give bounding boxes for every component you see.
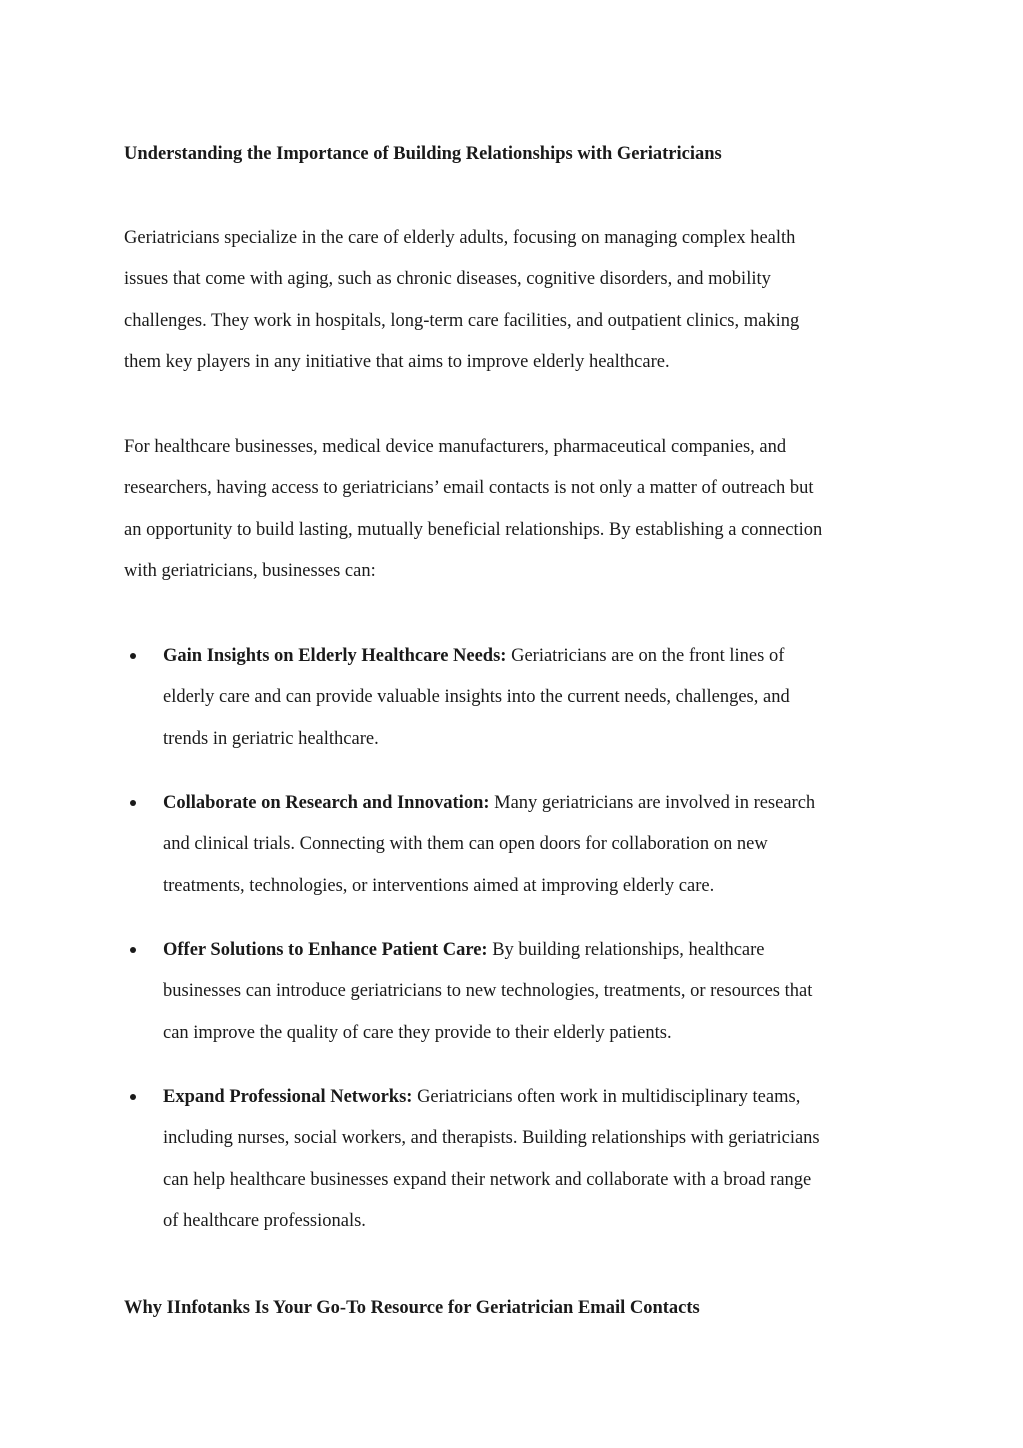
bullet-dot-icon	[130, 947, 136, 953]
bullet-first-line-text: Geriatricians often work in multidisciplinary teams,	[412, 1087, 801, 1107]
bullet-line: of healthcare professionals.	[163, 1210, 366, 1231]
paragraph-geriatricians-specialize	[124, 218, 799, 383]
section-heading-importance: Understanding the Importance of Building Relationships with Geriatricians	[124, 144, 722, 164]
bullet-first-line-text: Many geriatricians are involved in research	[489, 793, 816, 813]
bullet-line: elderly care and can provide valuable insights into the current needs, challenges, and	[163, 687, 790, 708]
bullet-text	[163, 1077, 820, 1242]
paragraph-line: an opportunity to build lasting, mutually beneficial relationships. By establishing a connection	[124, 519, 823, 540]
paragraph-line: with geriatricians, businesses can:	[124, 560, 376, 581]
bullet-line: businesses can introduce geriatricians to new technologies, treatments, or resources that	[163, 981, 813, 1002]
bullet-first-line	[163, 783, 815, 824]
bullet-dot-icon	[130, 1094, 136, 1100]
paragraph-line: challenges. They work in hospitals, long-term care facilities, and outpatient clinics, making	[124, 310, 800, 331]
bullet-title: Gain Insights on Elderly Healthcare Needs:	[163, 646, 507, 666]
bullet-dot-icon	[130, 800, 136, 806]
bullet-line: including nurses, social workers, and therapists. Building relationships with geriatricians	[163, 1128, 820, 1149]
bullet-first-line-text: Geriatricians are on the front lines of	[506, 646, 785, 666]
paragraph-line: issues that come with aging, such as chronic diseases, cognitive disorders, and mobility	[124, 269, 771, 290]
bullet-line: trends in geriatric healthcare.	[163, 728, 379, 749]
bullet-line: can improve the quality of care they provide to their elderly patients.	[163, 1022, 672, 1043]
bullet-dot-icon	[130, 653, 136, 659]
paragraph-line: researchers, having access to geriatricians’ email contacts is not only a matter of outreach but	[124, 478, 814, 499]
bullet-line: and clinical trials. Connecting with them can open doors for collaboration on new	[163, 834, 768, 855]
paragraph-line: For healthcare businesses, medical device manufacturers, pharmaceutical companies, and	[124, 437, 787, 457]
bullet-line: can help healthcare businesses expand their network and collaborate with a broad range	[163, 1169, 812, 1190]
paragraph-line: Geriatricians specialize in the care of elderly adults, focusing on managing complex health	[124, 228, 796, 248]
bullet-line: treatments, technologies, or interventions aimed at improving elderly care.	[163, 875, 715, 896]
bullet-text	[163, 636, 790, 760]
bullet-first-line-text: By building relationships, healthcare	[487, 940, 765, 960]
bullet-first-line	[163, 636, 790, 677]
section-heading-why-iinfotanks: Why IInfotanks Is Your Go-To Resource for Geriatrician Email Contacts	[124, 1298, 700, 1318]
paragraph-line: them key players in any initiative that aims to improve elderly healthcare.	[124, 351, 670, 372]
bullet-title: Offer Solutions to Enhance Patient Care:	[163, 940, 488, 960]
paragraph-healthcare-businesses	[124, 427, 822, 592]
bullet-title: Collaborate on Research and Innovation:	[163, 793, 490, 813]
bullet-text	[163, 783, 815, 907]
bullet-first-line	[163, 930, 812, 971]
bullet-title: Expand Professional Networks:	[163, 1087, 413, 1107]
bullet-first-line	[163, 1077, 820, 1118]
bullet-text	[163, 930, 812, 1054]
